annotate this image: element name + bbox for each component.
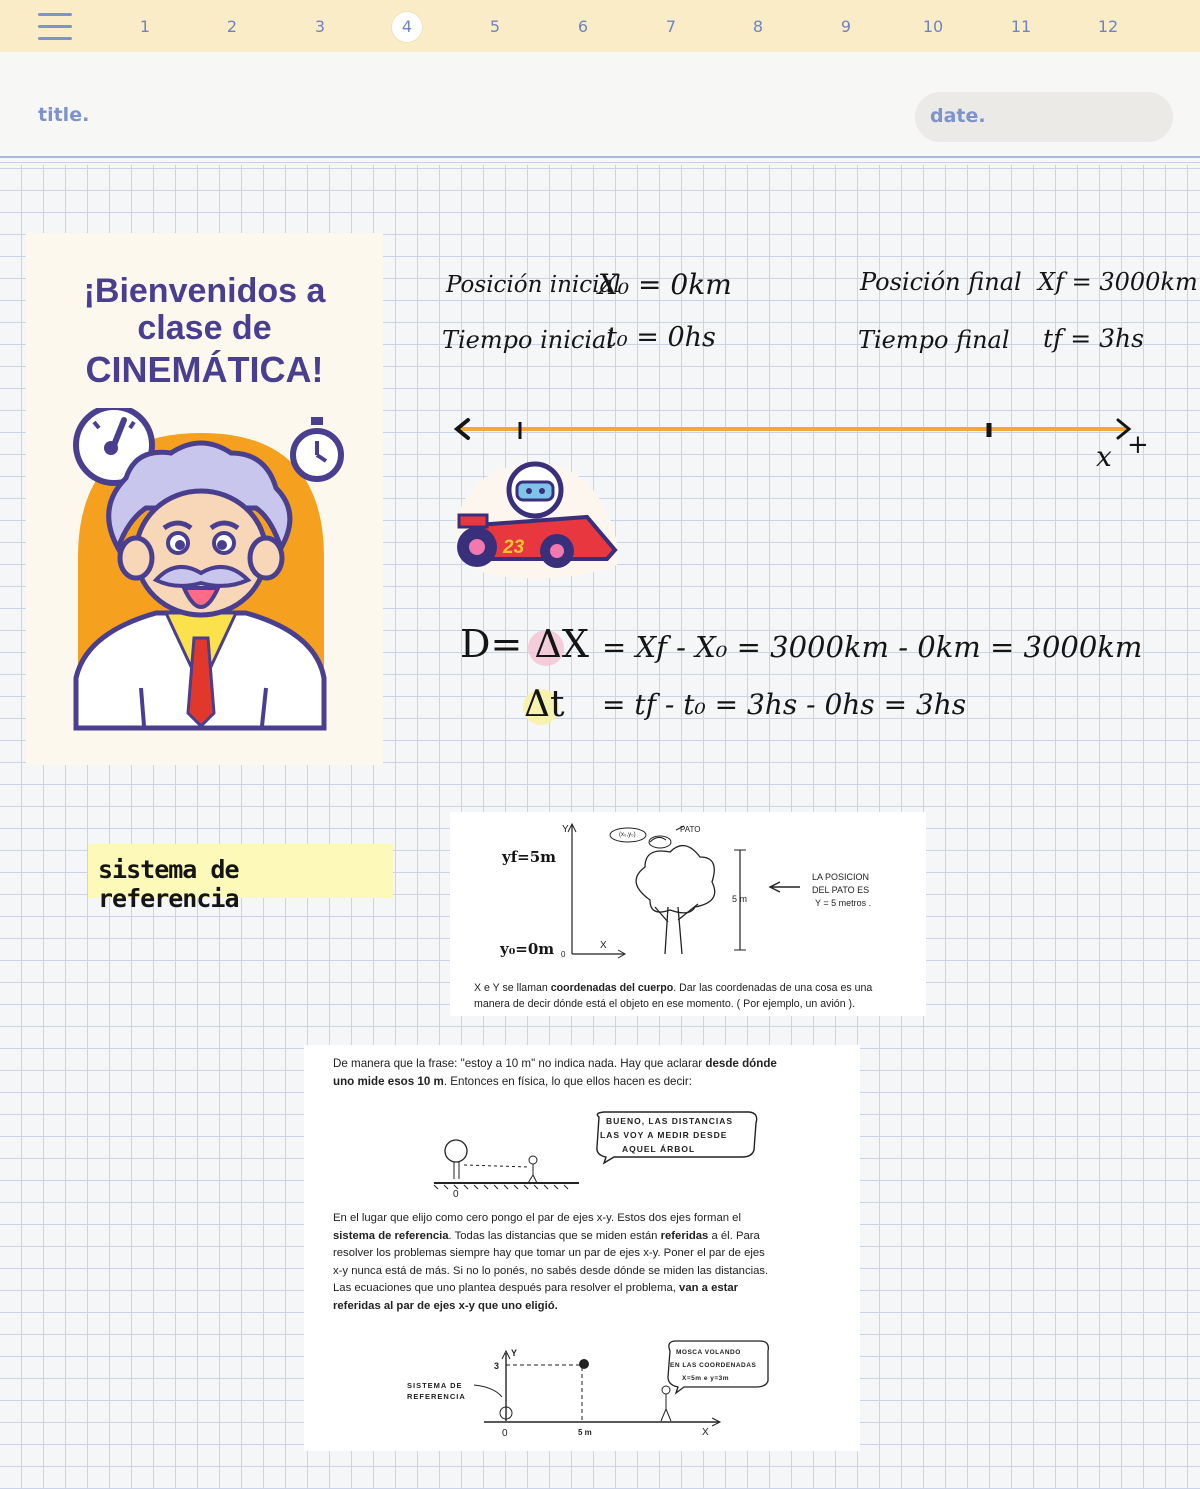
p1-c: uno mide esos 10 m [333,1074,444,1088]
p1-a: De manera que la frase: "estoy a 10 m" no indica nada. Hay que aclarar [333,1057,706,1070]
p2-l2c: referidas [660,1229,709,1242]
pato-pos-line2: DEL PATO ES [812,885,870,895]
scientist-illustration-icon [66,408,356,738]
page-tab-9[interactable]: 9 [840,17,852,36]
mosca-5m: 5 m [578,1428,592,1437]
bubble1-line2: LAS VOY A MEDIR DESDE [600,1130,728,1140]
bubble2-line2: EN LAS COORDENADAS [670,1362,757,1369]
tree-person-diagram [304,1105,860,1205]
welcome-title [26,273,383,388]
welcome-line-1: ¡Bienvenidos a [83,272,326,310]
pato-axis-y: Y [562,824,569,835]
car-number: 23 [503,537,525,558]
p2-l3: resolver los problemas siempre hay que tomar un par de ejes x-y. Poner el par de ejes [333,1247,765,1259]
p2-l1: En el lugar que elijo como cero pongo el par de ejes x-y. Estos dos ejes forman el [333,1212,741,1224]
hamburger-menu-icon[interactable] [38,13,72,40]
p2-l6: referidas al par de ejes x-y que uno eligió. [333,1299,558,1312]
date-label: date. [930,105,986,127]
equation-delta-t[interactable]: = tf - t₀ = 3hs - 0hs = 3hs [602,688,967,721]
mosca-axis-x: X [702,1427,709,1438]
p2-l4: x-y nunca está de más. Si no lo ponés, no sabés desde dónde se miden las distancias. [333,1264,769,1277]
note-posicion-final[interactable]: Posición final [860,268,1022,296]
scanned-image-pato[interactable] [450,812,926,1016]
mosca-axis-y: Y [511,1348,518,1358]
p2-l5b: van a estar [679,1282,739,1294]
p2-l5a: Las ecuaciones que uno plantea después para resolver el problema, [333,1282,680,1294]
tree-origin: 0 [453,1189,459,1200]
note-tf[interactable]: tf = 3hs [1043,324,1144,353]
title-field[interactable]: title. [38,104,90,126]
bubble2-line1: MOSCA VOLANDO [676,1349,741,1356]
page-tab-12[interactable]: 12 [1097,17,1119,36]
pato-5m: 5 m [732,894,748,904]
page-tab-2[interactable]: 2 [226,17,238,36]
sistema-line1: SISTEMA DE [407,1381,463,1390]
pato-label: PATO [680,825,701,834]
note-tiempo-inicial[interactable]: Tiempo inicial [442,326,614,354]
equation-delta-x[interactable]: = Xf - X₀ = 3000km - 0km = 3000km [602,630,1143,664]
p2-l2d: a él. Para [708,1229,760,1242]
page-tab-bar [0,0,1200,52]
sistema-line2: REFERENCIA [407,1392,466,1401]
pato-caption-c: . Dar las coordenadas de una cosa es una [673,982,873,994]
sistema-referencia-text: sistema de referencia [98,855,239,913]
hand-y0: y₀=0m [500,940,555,958]
page-tab-3[interactable]: 3 [314,17,326,36]
bubble1-line3: AQUEL ÁRBOL [622,1144,696,1154]
page-tab-1[interactable]: 1 [139,17,151,36]
date-field[interactable] [915,92,1173,142]
pato-caption-a: X e Y se llaman [474,982,551,994]
page-tab-5[interactable]: 5 [489,17,501,36]
page-tab-7[interactable]: 7 [665,17,677,36]
axis-x-label: x [1096,440,1112,473]
welcome-line-2: clase de [137,309,272,347]
equation-delta-t-label[interactable]: Δt [524,684,565,725]
page-tab-11[interactable]: 11 [1010,17,1032,36]
bubble1-line1: BUENO, LAS DISTANCIAS [606,1116,734,1126]
p2-l2b: . Todas las distancias que se miden están [448,1229,661,1242]
page-tab-4[interactable]: 4 [392,12,422,42]
welcome-line-3: CINEMÁTICA! [85,349,324,390]
page-tab-10[interactable]: 10 [922,17,944,36]
mosca-origin: 0 [502,1428,508,1439]
header-divider-thin [0,162,1200,163]
scan2-paragraph-1 [333,1055,843,1090]
hand-yf: yf=5m [502,848,557,866]
note-x0[interactable]: X₀ = 0km [598,268,732,301]
pato-pos-line1: LA POSICION [812,872,870,882]
pato-pos-line3: Y = 5 metros . [815,898,872,908]
note-t0[interactable]: t₀ = 0hs [606,322,716,353]
axis-plus-label: + [1127,430,1149,460]
scan2-paragraph-2 [333,1210,853,1315]
pato-origin: 0 [561,950,566,959]
p1-b: desde dónde [705,1057,777,1070]
note-tiempo-final[interactable]: Tiempo final [858,326,1010,354]
scanned-image-sistema[interactable] [304,1045,860,1451]
mosca-three: 3 [494,1361,500,1371]
note-posicion-inicial[interactable]: Posición inicial [446,272,621,298]
page-tab-6[interactable]: 6 [577,17,589,36]
welcome-sticker[interactable] [26,233,383,765]
pato-caption [474,980,914,1012]
pato-caption-2: manera de decir dónde está el objeto en ese momento. ( Por ejemplo, un avión ). [474,998,856,1010]
page-tab-8[interactable]: 8 [752,17,764,36]
p2-l2a: sistema de referencia [333,1229,449,1242]
equation-velocity-numerator[interactable]: D= ΔX [460,622,589,666]
race-car-sticker[interactable] [447,455,623,581]
sistema-referencia-label[interactable] [88,844,393,913]
pato-coord: (x₀,y₀) [619,832,636,838]
header-divider [0,156,1200,158]
pato-caption-b: coordenadas del cuerpo [550,982,674,994]
note-xf[interactable]: Xf = 3000km [1038,268,1198,296]
p1-d: . Entonces en física, lo que ellos hacen es decir: [443,1074,692,1088]
pato-axis-x: X [600,940,607,951]
bubble2-line3: X=5m e y=3m [682,1375,730,1382]
